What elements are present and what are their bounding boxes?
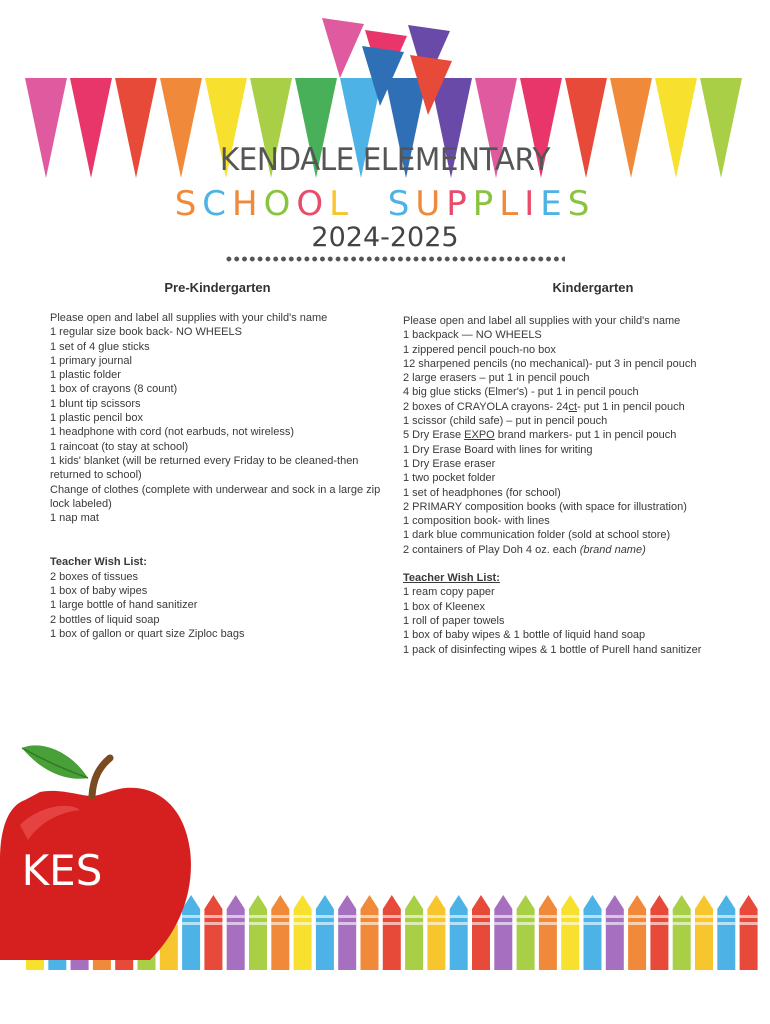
list-item: 1 Dry Erase Board with lines for writing xyxy=(403,443,593,456)
list-item: 1 dark blue communication folder (sold at school store) xyxy=(403,529,671,542)
list-item: 1 regular size book back- NO WHEELS xyxy=(50,326,242,339)
crayon xyxy=(249,895,267,970)
crayon xyxy=(650,895,668,970)
title-letter: S xyxy=(174,184,203,224)
crayon xyxy=(427,895,445,970)
list-item: 1 zippered pencil pouch-no box xyxy=(403,343,556,356)
list-item: 1 plastic pencil box xyxy=(50,412,143,425)
list-item: 1 box of baby wipes xyxy=(50,585,148,598)
title-letter: S xyxy=(387,184,416,224)
crayon xyxy=(517,895,535,970)
apple-icon xyxy=(0,730,200,980)
pre-k-wish-list xyxy=(50,555,385,641)
list-item: Change of clothes (complete with underwear and sock in a large zip lock labeled) xyxy=(50,483,381,510)
title-letter: I xyxy=(524,184,541,224)
dotted-divider xyxy=(225,255,565,263)
list-item: 1 raincoat (to stay at school) xyxy=(50,440,189,453)
pennant-flag xyxy=(322,18,364,78)
pre-k-section xyxy=(50,280,385,641)
crayon xyxy=(227,895,245,970)
list-item: 1 composition book- with lines xyxy=(403,515,550,528)
crayon xyxy=(584,895,602,970)
kindergarten-list xyxy=(403,314,748,557)
list-item: 2 boxes of CRAYOLA crayons- 24ct- put 1 in pencil pouch xyxy=(403,400,685,413)
crayon xyxy=(271,895,289,970)
list-item: 1 box of gallon or quart size Ziploc bags xyxy=(50,627,245,640)
school-year: 2024-2025 xyxy=(311,222,459,253)
crayon xyxy=(383,895,401,970)
crayon xyxy=(361,895,379,970)
list-item: 1 headphone with cord (not earbuds, not wireless) xyxy=(50,426,294,439)
title-letter: L xyxy=(329,184,355,224)
apple-label: KES xyxy=(21,846,103,895)
crayon xyxy=(338,895,356,970)
crayon xyxy=(717,895,735,970)
wish-list-title: Teacher Wish List: xyxy=(403,572,500,585)
title-letter: P xyxy=(472,184,500,224)
crayon xyxy=(673,895,691,970)
title-letter: H xyxy=(232,184,264,224)
school-supplies-title xyxy=(0,184,770,224)
crayon xyxy=(204,895,222,970)
crayon xyxy=(472,895,490,970)
title-letter: S xyxy=(567,184,596,224)
list-item: 1 large bottle of hand sanitizer xyxy=(50,599,198,612)
list-item: 1 set of 4 glue sticks xyxy=(50,340,150,353)
list-item: 1 ream copy paper xyxy=(403,586,495,599)
list-item: 1 set of headphones (for school) xyxy=(403,486,561,499)
title-letter: O xyxy=(263,184,297,224)
list-item: 4 big glue sticks (Elmer's) - put 1 in pencil pouch xyxy=(403,386,639,399)
crayon xyxy=(316,895,334,970)
crayon xyxy=(561,895,579,970)
list-item: Please open and label all supplies with your child's name xyxy=(50,312,328,324)
list-item: 1 box of baby wipes & 1 bottle of liquid hand soap xyxy=(403,629,646,642)
title-letter: P xyxy=(446,184,473,224)
list-item: 1 kids' blanket (will be returned every Friday to be cleaned-then returned to school) xyxy=(50,454,359,482)
title-letter: L xyxy=(499,184,525,224)
title-letter: O xyxy=(296,184,330,224)
list-item: 1 two pocket folder xyxy=(403,472,496,485)
wish-list-title: Teacher Wish List: xyxy=(50,556,147,569)
list-item: 12 sharpened pencils (no mechanical)- put 3 in pencil pouch xyxy=(403,357,697,370)
crayon xyxy=(405,895,423,970)
list-item: 1 scissor (child safe) – put in pencil pouch xyxy=(403,415,608,428)
school-name: KENDALE ELEMENTARY xyxy=(219,142,551,178)
pre-k-heading: Pre-Kindergarten xyxy=(164,280,271,295)
list-item: 2 containers of Play Doh 4 oz. each (brand name) xyxy=(403,543,646,556)
title-letter: E xyxy=(540,184,568,224)
list-item: 1 nap mat xyxy=(50,512,99,525)
list-item: 1 box of crayons (8 count) xyxy=(50,383,178,396)
title-letter: U xyxy=(415,184,447,224)
crayon xyxy=(695,895,713,970)
title-letter xyxy=(354,184,388,224)
crayon xyxy=(740,895,758,970)
list-item: 1 backpack — NO WHEELS xyxy=(403,329,542,342)
crayon xyxy=(494,895,512,970)
list-item: 1 roll of paper towels xyxy=(403,614,505,627)
pre-k-list xyxy=(50,311,385,525)
kindergarten-heading: Kindergarten xyxy=(552,280,634,295)
crayon xyxy=(606,895,624,970)
title-letter: C xyxy=(202,184,233,224)
kindergarten-section xyxy=(403,280,748,657)
crayon xyxy=(539,895,557,970)
list-item: 1 Dry Erase eraser xyxy=(403,457,496,470)
crayon xyxy=(294,895,312,970)
list-item: 2 boxes of tissues xyxy=(50,570,139,583)
crayon xyxy=(628,895,646,970)
list-item: 2 bottles of liquid soap xyxy=(50,613,160,626)
list-item: 1 blunt tip scissors xyxy=(50,397,141,410)
list-item: 2 PRIMARY composition books (with space for illustration) xyxy=(403,500,687,513)
list-item: 1 box of Kleenex xyxy=(403,600,485,613)
list-item: 2 large erasers – put 1 in pencil pouch xyxy=(403,372,590,385)
kindergarten-wish-list xyxy=(403,571,748,657)
list-item: 5 Dry Erase EXPO brand markers- put 1 in pencil pouch xyxy=(403,429,677,442)
crayon xyxy=(450,895,468,970)
list-item: 1 pack of disinfecting wipes & 1 bottle of Purell hand sanitizer xyxy=(403,643,702,656)
list-item: Please open and label all supplies with your child's name xyxy=(403,315,681,327)
list-item: 1 plastic folder xyxy=(50,369,121,382)
list-item: 1 primary journal xyxy=(50,354,132,367)
